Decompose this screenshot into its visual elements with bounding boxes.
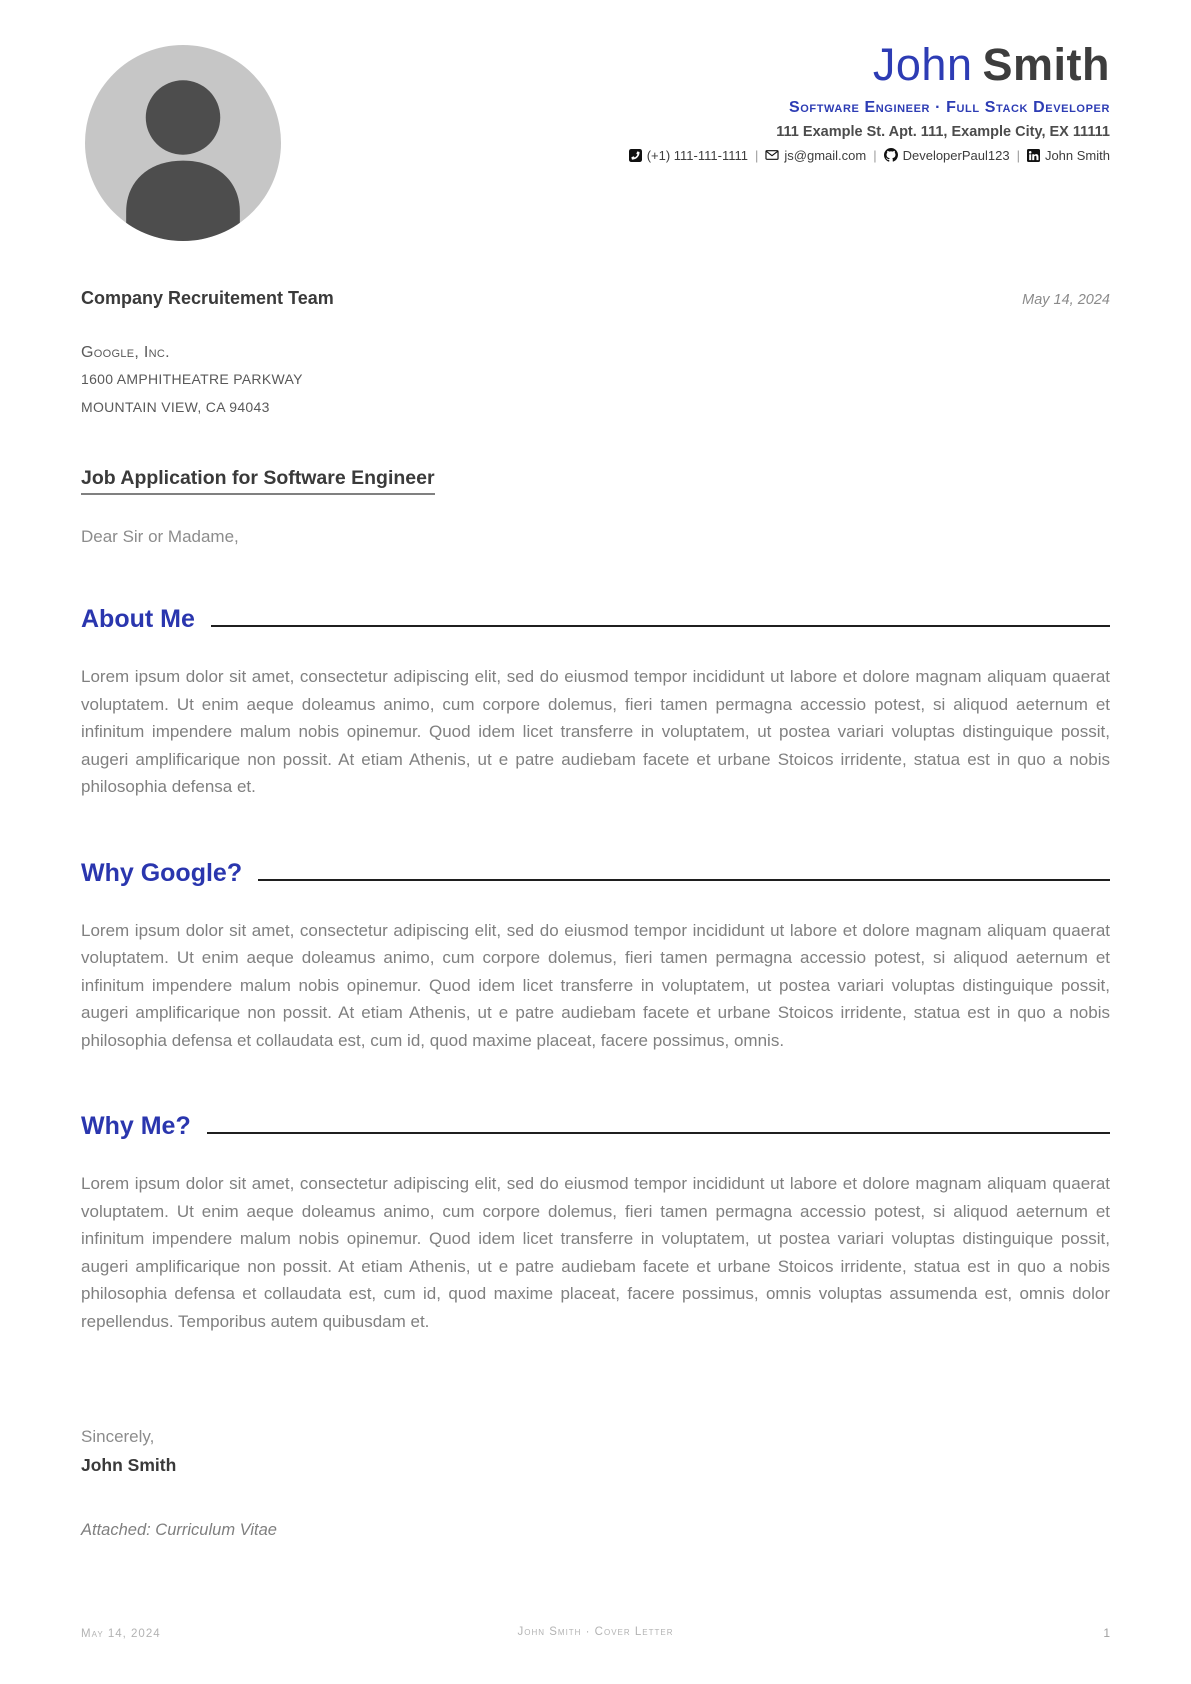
company-address-block [81, 339, 1110, 421]
github-icon [884, 148, 898, 162]
contact-line [629, 148, 1110, 163]
phone-number: (+1) 111-111-1111 [646, 147, 748, 163]
section-title: Why Me? [81, 1112, 191, 1140]
section-heading [81, 1112, 1110, 1141]
person-icon [85, 45, 281, 241]
linkedin-contact[interactable] [1027, 148, 1110, 163]
email-contact[interactable] [765, 148, 866, 163]
section-title: Why Google? [81, 858, 243, 887]
linkedin-name: John Smith [1044, 147, 1110, 163]
section-body: Lorem ipsum dolor sit amet, consectetur adipiscing elit, sed do eiusmod tempor incididunt ut labore et dolore magnam aliquam quaerat voluptatem. Ut enim aeque doleamus animo, cum corpore dolemus, fieri tamen permagna accessio potest, si aliquod aeternum et infinitum impendere malum nobis opinemur. Quod idem licet transferre in voluptatem, ut postea variari voluptas distinguique possit, augeri amplificarique non possit. At etiam Athenis, ut e patre audiebam facete et urbane Stoicos irridente, statua est in quo a nobis philosophia defensa et collaudata est, cum id, quod maxime placeat, facere possimus, omnis. [81, 920, 1110, 1050]
envelope-icon [765, 148, 779, 162]
separator: | [1016, 147, 1020, 163]
attachment-note: Attached: Curriculum Vitae [81, 1521, 277, 1539]
section-heading [81, 859, 1110, 888]
separator: | [873, 147, 877, 163]
section-title: About Me [81, 605, 195, 633]
letter-date: May 14, 2024 [1022, 292, 1110, 308]
closing-block [81, 1423, 1110, 1479]
footer-page-number: 1 [1103, 1626, 1110, 1640]
section-body: Lorem ipsum dolor sit amet, consectetur adipiscing elit, sed do eiusmod tempor incididunt ut labore et dolore magnam aliquam quaerat voluptatem. Ut enim aeque doleamus animo, cum corpore dolemus, fieri tamen permagna accessio potest, si aliquod aeternum et infinitum impendere malum nobis opinemur. Quod idem licet transferre in voluptatem, ut postea variari voluptas distinguique possit, augeri amplificarique non possit. At etiam Athenis, ut e patre audiebam facete et urbane Stoicos irridente, statua est in quo a nobis philosophia defensa et. [81, 667, 1110, 796]
page-footer [81, 1626, 1110, 1640]
heading-rule [258, 879, 1110, 881]
separator: | [754, 147, 759, 163]
phone-contact[interactable] [629, 148, 748, 163]
person-name [629, 40, 1110, 90]
linkedin-icon [1027, 149, 1040, 162]
footer-document-title: John Smith · Cover Letter [517, 1626, 674, 1638]
section-body: Lorem ipsum dolor sit amet, consectetur adipiscing elit, sed do eiusmod tempor incididunt ut labore et dolore magnam aliquam quaerat voluptatem. Ut enim aeque doleamus animo, cum corpore dolemus, fieri tamen permagna accessio potest, si aliquod aeternum et infinitum impendere malum nobis opinemur. Quod idem licet transferre in voluptatem, ut postea variari voluptas distinguique possit, augeri amplificarique non possit. At etiam Athenis, ut e patre audiebam facete et urbane Stoicos irridente, statua est in quo a nobis philosophia defensa et collaudata est, cum id, quod maxime placeat, facere possimus, omnis voluptas assumenda est, omnis dolor repellendus. Temporibus autem quibusdam et. [81, 1174, 1110, 1331]
closing-salutation: Sincerely, [81, 1427, 155, 1446]
company-address-line-2: MOUNTAIN VIEW, CA 94043 [81, 398, 270, 415]
avatar [85, 45, 281, 241]
github-username: DeveloperPaul123 [902, 147, 1010, 163]
section-heading [81, 605, 1110, 634]
header-identity [629, 40, 1110, 163]
footer-date: May 14, 2024 [81, 1628, 161, 1640]
recipient-row [81, 288, 1110, 309]
home-address: 111 Example St. Apt. 111, Example City, EX 11111 [776, 123, 1110, 140]
section-about-me [81, 605, 1110, 801]
greeting: Dear Sir or Madame, [81, 527, 239, 546]
job-title-subtitle: Software Engineer · Full Stack Developer [788, 98, 1110, 116]
company-address-line-1: 1600 AMPHITHEATRE PARKWAY [81, 371, 303, 387]
heading-rule [211, 625, 1110, 627]
section-why-me [81, 1112, 1110, 1335]
header [81, 0, 1110, 240]
github-contact[interactable] [884, 148, 1010, 163]
first-name: John [872, 39, 973, 90]
section-why-google [81, 859, 1110, 1055]
phone-icon [629, 149, 642, 162]
letter-subject: Job Application for Software Engineer [81, 467, 435, 495]
recipient-team: Company Recruitement Team [81, 288, 334, 308]
company-name: Google, Inc. [81, 344, 170, 361]
signature-name: John Smith [81, 1455, 177, 1475]
heading-rule [207, 1132, 1110, 1134]
last-name: Smith [982, 39, 1110, 90]
email-address: js@gmail.com [784, 147, 867, 163]
